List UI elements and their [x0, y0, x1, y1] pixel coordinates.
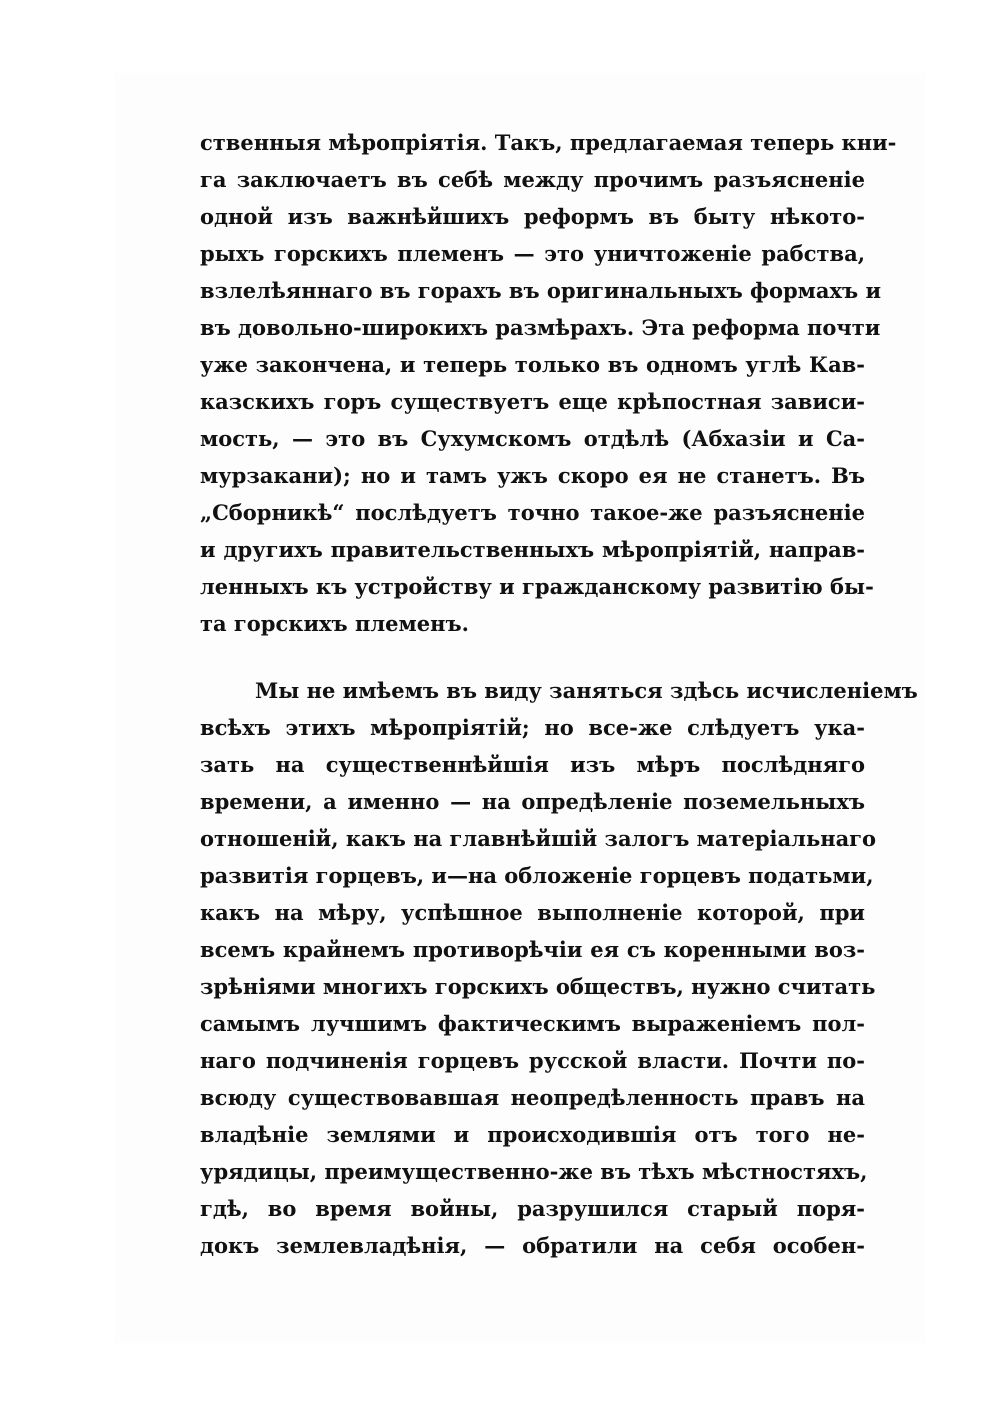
text-line: всюду существовавшая неопредѣленность правъ на [200, 1085, 865, 1110]
text-line: всѣхъ этихъ мѣропріятій; но все-же слѣдуетъ ука- [200, 715, 865, 740]
text-line: развитія горцевъ, и—на обложеніе горцевъ податьми, [200, 863, 874, 888]
paragraph-1 [200, 124, 897, 642]
text-line: казскихъ горъ существуетъ еще крѣпостная зависи- [200, 389, 865, 414]
text-line: въ довольно-широкихъ размѣрахъ. Эта реформа почти [200, 315, 881, 340]
text-line: гдѣ, во время войны, разрушился старый поря- [200, 1196, 865, 1221]
text-line: уже закончена, и теперь только въ одномъ углѣ Кав- [200, 352, 865, 377]
text-line: зрѣніями многихъ горскихъ обществъ, нужно считать [200, 974, 876, 999]
text-line: Мы не имѣемъ въ виду заняться здѣсь исчисленіемъ [255, 678, 918, 703]
text-line: наго подчиненія горцевъ русской власти. Почти по- [200, 1048, 865, 1073]
text-line: га заключаетъ въ себѣ между прочимъ разъясненіе [200, 167, 865, 192]
text-line: времени, а именно — на опредѣленіе поземельныхъ [200, 789, 865, 814]
text-line: самымъ лучшимъ фактическимъ выраженіемъ пол- [200, 1011, 865, 1036]
text-line: взлелѣяннаго въ горахъ въ оригинальныхъ формахъ и [200, 278, 882, 303]
text-line: и другихъ правительственныхъ мѣропріятій, направ- [200, 537, 865, 562]
text-line: рыхъ горскихъ племенъ — это уничтоженіе рабства, [200, 241, 865, 266]
text-line: ленныхъ къ устройству и гражданскому развитію бы- [200, 574, 874, 599]
text-line: ственныя мѣропріятія. Такъ, предлагаемая теперь кни- [200, 130, 897, 155]
text-line: какъ на мѣру, успѣшное выполненіе которой, при [200, 900, 865, 925]
text-line: мость, — это въ Сухумскомъ отдѣлѣ (Абхазіи и Са- [200, 426, 865, 451]
text-line: всемъ крайнемъ противорѣчіи ея съ коренными воз- [200, 937, 865, 962]
paragraph-2 [200, 672, 918, 1264]
text-line: урядицы, преимущественно-же въ тѣхъ мѣстностяхъ, [200, 1159, 868, 1184]
text-line: та горскихъ племенъ. [200, 611, 469, 636]
text-line: одной изъ важнѣйшихъ реформъ въ быту нѣкото- [200, 204, 865, 229]
text-line: владѣніе землями и происходившія отъ того не- [200, 1122, 865, 1147]
text-line: отношеній, какъ на главнѣйшій залогъ матеріальнаго [200, 826, 877, 851]
text-line: докъ землевладѣнія, — обратили на себя особен- [200, 1233, 865, 1258]
text-line: мурзакани); но и тамъ ужъ скоро ея не станетъ. Въ [200, 463, 865, 488]
text-line: „Сборникѣ“ послѣдуетъ точно такое-же разъясненіе [200, 500, 865, 525]
text-line: зать на существеннѣйшія изъ мѣръ послѣдняго [200, 752, 865, 777]
